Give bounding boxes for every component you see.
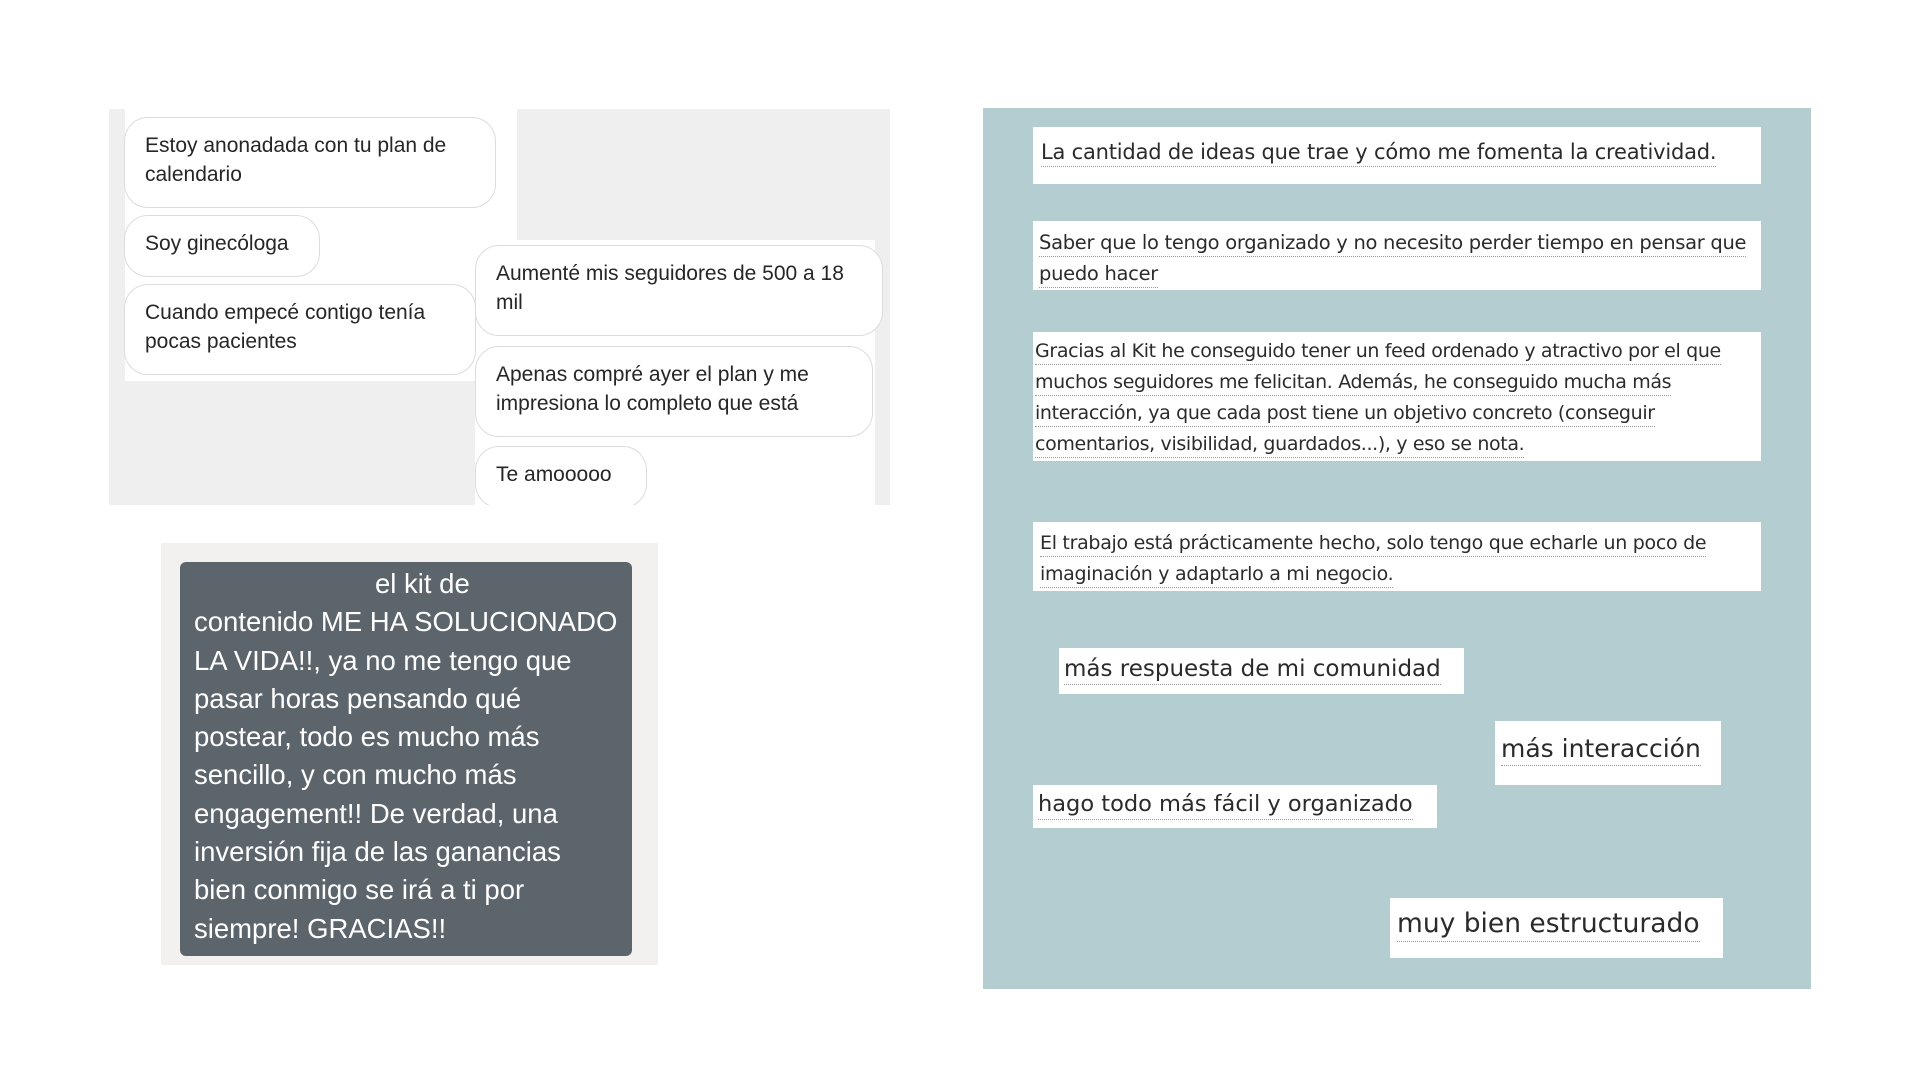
feedback-quote-text: La cantidad de ideas que trae y cómo me fomenta la creatividad. [1041, 140, 1716, 167]
feedback-tag [1495, 721, 1721, 785]
feedback-tag [1059, 648, 1464, 694]
dark-message-card [180, 562, 632, 956]
chat-bubble: Soy ginecóloga [124, 215, 320, 277]
feedback-quote-text: Gracias al Kit he conseguido tener un feed ordenado y atractivo por el que muchos seguidores me felicitan. Además, he conseguido mucha más interacción, ya que cada post tiene un objetivo concreto (conseguir comentarios, visibilidad, guardados...), y eso se nota. [1035, 340, 1721, 458]
chat-bubble: Cuando empecé contigo tenía pocas pacientes [124, 284, 476, 375]
feedback-tag [1390, 898, 1723, 958]
chat-bubble: Aumenté mis seguidores de 500 a 18 mil [475, 245, 883, 336]
chat-bubble: Apenas compré ayer el plan y me impresiona lo completo que está [475, 346, 873, 437]
feedback-quote [1033, 522, 1761, 591]
chat-bubble: Estoy anonadada con tu plan de calendario [124, 117, 496, 208]
feedback-quote [1033, 221, 1761, 290]
feedback-quote-text: Saber que lo tengo organizado y no necesito perder tiempo en pensar que puedo hacer [1039, 231, 1746, 288]
feedback-tag [1033, 785, 1437, 828]
feedback-tag-text: más interacción [1501, 734, 1701, 766]
feedback-tag-text: más respuesta de mi comunidad [1064, 656, 1441, 685]
chat-screenshot-panel [109, 109, 890, 505]
chat-bubble: Te amooooo [475, 446, 647, 505]
feedback-quote [1033, 127, 1761, 184]
feedback-quote-text: El trabajo está prácticamente hecho, solo tengo que echarle un poco de imaginación y adaptarlo a mi negocio. [1040, 532, 1706, 588]
feedback-tag-text: muy bien estructurado [1397, 908, 1700, 942]
feedback-quote [1033, 332, 1761, 461]
feedback-tag-text: hago todo más fácil y organizado [1038, 791, 1413, 820]
dark-message-first-line: el kit de [375, 568, 470, 599]
feedback-panel [983, 108, 1811, 989]
dark-message-frame [161, 543, 658, 965]
dark-message-body: contenido ME HA SOLUCIONADO LA VIDA!!, ya no me tengo que pasar horas pensando qué postear, todo es mucho más sencillo, y con mucho más engagement!! De verdad, una inversión fija de las ganancias bien conmigo se irá a ti por siempre! GRACIAS!! [194, 606, 618, 944]
